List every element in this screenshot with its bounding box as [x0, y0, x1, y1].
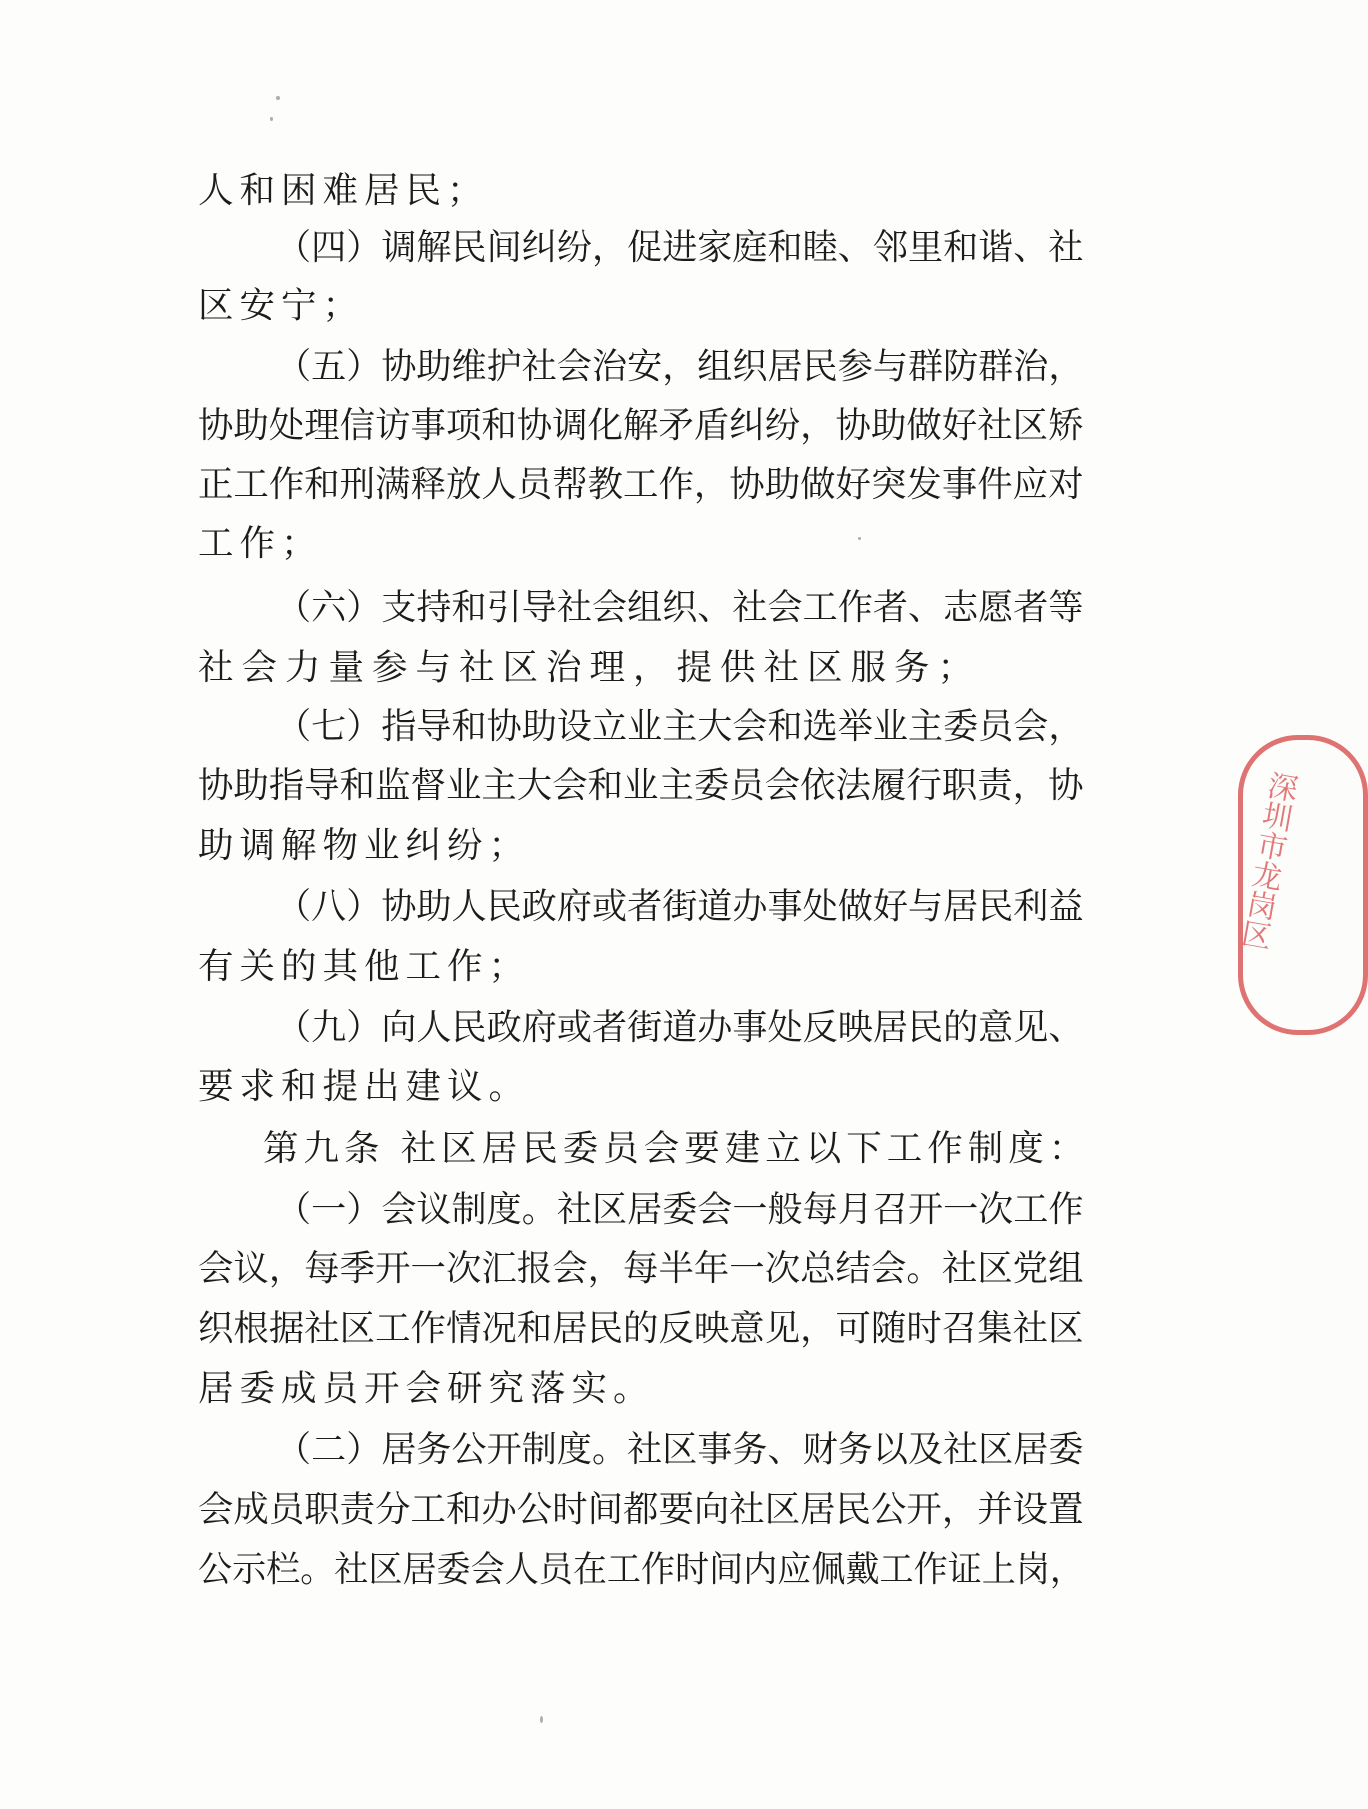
text-line-15-content: （九）向人民政府或者街道办事处反映居民的意见、: [276, 1007, 1084, 1048]
text-line-21: [198, 1359, 1084, 1419]
text-line-1: [198, 161, 1084, 221]
text-line-8: [276, 578, 1084, 638]
text-line-16: [198, 1057, 1084, 1117]
text-line-19: [198, 1239, 1084, 1299]
text-line-8-content: （六）支持和引导社会组织、社会工作者、志愿者等: [276, 587, 1084, 628]
text-line-14: [198, 937, 1084, 997]
text-line-5: [198, 396, 1084, 456]
scan-speck: [858, 537, 861, 540]
text-line-20-content: 织根据社区工作情况和居民的反映意见，可随时召集社区: [198, 1308, 1084, 1349]
text-line-2: [276, 218, 1084, 278]
text-line-3: [198, 276, 1084, 336]
text-line-19-content: 会议，每季开一次汇报会，每半年一次总结会。社区党组: [198, 1248, 1084, 1289]
text-line-24: [198, 1540, 1084, 1600]
text-line-11-content: 协助指导和监督业主大会和业主委员会依法履行职责，协: [198, 765, 1084, 806]
text-line-5-content: 协助处理信访事项和协调化解矛盾纠纷，协助做好社区矫: [198, 405, 1084, 446]
text-line-24-content: 公示栏。社区居委会人员在工作时间内应佩戴工作证上岗，: [198, 1549, 1085, 1590]
text-line-23-content: 会成员职责分工和办公时间都要向社区居民公开，并设置: [198, 1489, 1084, 1530]
text-line-21-content: 居委成员开会研究落实。: [198, 1368, 655, 1409]
text-line-4: [276, 337, 1084, 397]
text-line-18: [276, 1180, 1084, 1240]
text-line-4-content: （五）协助维护社会治安，组织居民参与群防群治，: [276, 346, 1084, 387]
text-line-22-content: （二）居务公开制度。社区事务、财务以及社区居委: [276, 1429, 1084, 1470]
text-line-1-content: 人和困难居民；: [198, 170, 489, 211]
text-line-6: [198, 455, 1084, 515]
text-line-23: [198, 1480, 1084, 1540]
text-line-9: [198, 638, 1084, 698]
text-line-13-content: （八）协助人民政府或者街道办事处做好与居民利益: [276, 886, 1084, 927]
text-line-6-content: 正工作和刑满释放人员帮教工作，协助做好突发事件应对: [198, 464, 1084, 505]
text-line-12: [198, 816, 1084, 876]
text-line-17: [263, 1119, 1090, 1179]
text-line-15: [276, 998, 1084, 1058]
scan-speck: [276, 96, 280, 100]
text-line-10-content: （七）指导和协助设立业主大会和选举业主委员会，: [276, 706, 1084, 747]
scan-speck: [540, 1716, 543, 1723]
text-line-7: [198, 514, 1084, 574]
text-line-17-content: 第九条 社区居民委员会要建立以下工作制度：: [263, 1128, 1090, 1169]
text-line-3-content: 区安宁；: [198, 285, 365, 326]
text-line-22: [276, 1420, 1084, 1480]
scan-speck: [270, 117, 273, 121]
text-line-10: [276, 697, 1084, 757]
text-line-9-content: 社会力量参与社区治理，提供社区服务；: [198, 647, 982, 688]
text-line-2-content: （四）调解民间纠纷，促进家庭和睦、邻里和谐、社: [276, 227, 1084, 268]
text-line-20: [198, 1299, 1084, 1359]
text-line-13: [276, 877, 1084, 937]
text-line-16-content: 要求和提出建议。: [198, 1066, 531, 1107]
seal-text: 深圳市龙岗区: [1233, 768, 1300, 952]
text-line-12-content: 助调解物业纠纷；: [198, 825, 531, 866]
text-line-11: [198, 756, 1084, 816]
text-line-18-content: （一）会议制度。社区居委会一般每月召开一次工作: [276, 1189, 1084, 1230]
text-line-7-content: 工作；: [198, 523, 323, 564]
text-line-14-content: 有关的其他工作；: [198, 946, 531, 987]
